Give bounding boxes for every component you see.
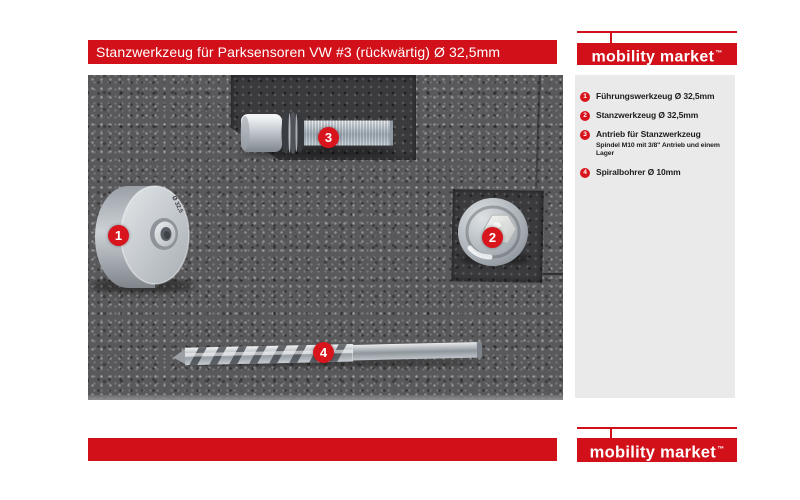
brand-logo-top (577, 31, 737, 65)
legend-label-3: Antrieb für Stanzwerkzeug (596, 129, 701, 139)
brand-logo-bottom (577, 427, 737, 463)
logo-connector (610, 429, 612, 438)
logo-connector (610, 33, 612, 43)
legend-label-2: Stanzwerkzeug Ø 32,5mm (596, 110, 699, 120)
legend-badge-1: 1 (580, 92, 590, 102)
brand-name: mobility market (589, 443, 717, 462)
photo-marker-4: 4 (313, 342, 334, 363)
product-photo (88, 75, 563, 400)
legend-item-1 (580, 92, 727, 102)
logo-rule (577, 427, 737, 429)
legend-badge-2: 2 (580, 111, 590, 121)
legend-label-4: Spiralbohrer Ø 10mm (596, 166, 681, 177)
foam-bottom-edge (88, 395, 563, 400)
legend-badge-3: 3 (580, 130, 590, 140)
trademark-symbol: ™ (717, 446, 725, 453)
photo-marker-3: 3 (318, 127, 339, 148)
trademark-symbol: ™ (715, 50, 723, 57)
legend-item-4 (580, 168, 727, 178)
legend-sublabel-3: Spindel M10 mit 3/8" Antrieb und einem Lager (596, 141, 720, 158)
brand-wordmark (577, 43, 737, 65)
page-title: Stanzwerkzeug für Parksensoren VW #3 (rückwärtig) Ø 32,5mm (96, 44, 501, 60)
foam-slit-horizontal (543, 273, 563, 275)
legend-badge-4: 4 (580, 168, 590, 178)
legend-item-2 (580, 111, 727, 121)
legend-panel (575, 75, 735, 398)
guide-tool-image (92, 183, 192, 290)
photo-marker-1: 1 (108, 225, 129, 246)
brand-name: mobility market (591, 48, 715, 66)
photo-marker-2: 2 (482, 227, 503, 248)
title-banner (88, 40, 557, 64)
tool1-engraving: Ø 32,5 (170, 195, 184, 215)
logo-rule (577, 31, 737, 33)
brand-wordmark (577, 438, 737, 462)
footer-bar (88, 438, 557, 461)
legend-item-3 (580, 130, 727, 159)
foam-slit-vertical (535, 75, 541, 189)
legend-label-1: Führungswerkzeug Ø 32,5mm (596, 91, 715, 101)
